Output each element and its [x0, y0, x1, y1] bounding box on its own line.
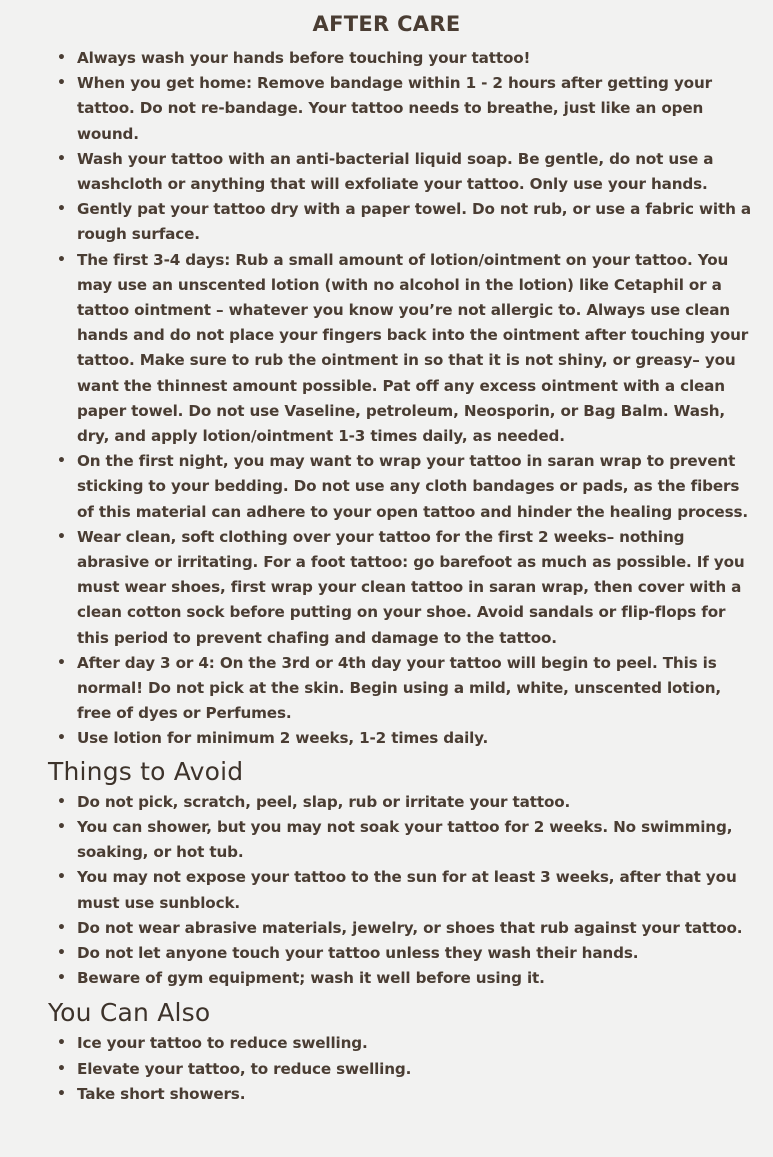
bullet-icon: •	[57, 1060, 66, 1077]
list-item-text: Do not wear abrasive materials, jewelry, or shoes that rub against your tattoo.	[77, 918, 743, 937]
also-heading: You Can Also	[48, 998, 211, 1028]
list-item-text: Wash your tattoo with an anti-bacterial liquid soap. Be gentle, do not use a washcloth or anything that will exfoliate your tattoo. Only use your hands.	[77, 149, 714, 194]
list-item-text: The first 3-4 days: Rub a small amount of lotion/ointment on your tattoo. You may use an unscented lotion (with no alcohol in the lotion) like Cetaphil or a tattoo ointment – whatever you know you’re not allergic to. Always use clean hands and do not place your fingers back into the ointment after touching your tattoo. Make sure to rub the ointment in so that it is not shiny, or greasy– you want the thinnest amount possible. Pat off any excess ointment with a clean paper towel. Do not use Vaseline, petroleum, Neosporin, or Bag Balm. Wash, dry, and apply lotion/ointment 1-3 times daily, as needed.	[77, 250, 749, 446]
list-item	[48, 651, 753, 727]
bullet-icon: •	[57, 201, 66, 218]
list-item	[48, 525, 753, 651]
list-item	[48, 941, 753, 966]
list-item-text: Gently pat your tattoo dry with a paper towel. Do not rub, or use a fabric with a rough surface.	[77, 200, 751, 244]
also-list	[48, 1031, 753, 1107]
bullet-icon: •	[57, 251, 66, 268]
bullet-icon: •	[57, 150, 66, 167]
bullet-icon: •	[57, 654, 66, 671]
list-item	[48, 147, 753, 197]
bullet-icon: •	[57, 50, 66, 66]
list-item-text: Elevate your tattoo, to reduce swelling.	[77, 1059, 412, 1078]
aftercare-list	[48, 46, 753, 752]
bullet-icon: •	[57, 528, 66, 545]
list-item-text: Take short showers.	[77, 1084, 246, 1103]
list-item	[48, 726, 753, 751]
list-item	[48, 248, 753, 450]
bullet-icon: •	[57, 75, 66, 92]
list-item	[48, 966, 753, 991]
list-item	[48, 71, 753, 147]
avoid-heading: Things to Avoid	[48, 756, 244, 786]
avoid-list	[48, 790, 753, 992]
list-item-text: Use lotion for minimum 2 weeks, 1-2 times daily.	[77, 729, 489, 748]
list-item-text: On the first night, you may want to wrap your tattoo in saran wrap to prevent sticking to your bedding. Do not use any cloth bandages or pads, as the fibers of this material can adhere to your open tattoo and hinder the healing process.	[77, 452, 748, 521]
list-item-text: Wear clean, soft clothing over your tattoo for the first 2 weeks– nothing abrasive or irritating. For a foot tattoo: go barefoot as much as possible. If you must wear shoes, first wrap your clean tattoo in saran wrap, then cover with a clean cotton sock before putting on your shoe. Avoid sandals or flip-flops for this period to prevent chafing and damage to the tattoo.	[77, 527, 745, 647]
bullet-icon: •	[57, 944, 66, 961]
list-item	[48, 916, 753, 941]
list-item	[48, 790, 753, 815]
list-item-text: Beware of gym equipment; wash it well before using it.	[77, 969, 545, 988]
list-item-text: You can shower, but you may not soak your tattoo for 2 weeks. No swimming, soaking, or hot tub.	[77, 817, 733, 862]
list-item	[48, 815, 753, 865]
bullet-icon: •	[57, 919, 66, 936]
list-item-text: Do not let anyone touch your tattoo unless they wash their hands.	[77, 943, 639, 962]
page-title: AFTER CARE	[312, 12, 461, 36]
list-item	[48, 1082, 753, 1107]
list-item	[48, 1031, 753, 1056]
bullet-icon: •	[57, 793, 66, 810]
bullet-icon: •	[57, 1035, 66, 1052]
bullet-icon: •	[57, 818, 66, 835]
list-item-text: Always wash your hands before touching your tattoo!	[77, 49, 531, 67]
bullet-icon: •	[57, 730, 66, 747]
list-item-text: After day 3 or 4: On the 3rd or 4th day your tattoo will begin to peel. This is normal! Do not pick at the skin. Begin using a mild, white, unscented lotion, free of dyes or Perfumes.	[77, 653, 722, 723]
bullet-icon: •	[57, 970, 66, 987]
list-item-text: When you get home: Remove bandage within 1 - 2 hours after getting your tattoo. Do not re-bandage. Your tattoo needs to breathe, just like an open wound.	[77, 74, 712, 143]
list-item-text: Ice your tattoo to reduce swelling.	[77, 1034, 368, 1053]
list-item	[48, 46, 753, 71]
list-item	[48, 1057, 753, 1082]
list-item-text: Do not pick, scratch, peel, slap, rub or irritate your tattoo.	[77, 792, 571, 811]
list-item	[48, 865, 753, 915]
bullet-icon: •	[57, 869, 66, 886]
list-item	[48, 449, 753, 525]
bullet-icon: •	[57, 453, 66, 470]
list-item	[48, 197, 753, 247]
list-item-text: You may not expose your tattoo to the sun for at least 3 weeks, after that you must use sunblock.	[77, 868, 737, 912]
bullet-icon: •	[57, 1085, 66, 1102]
